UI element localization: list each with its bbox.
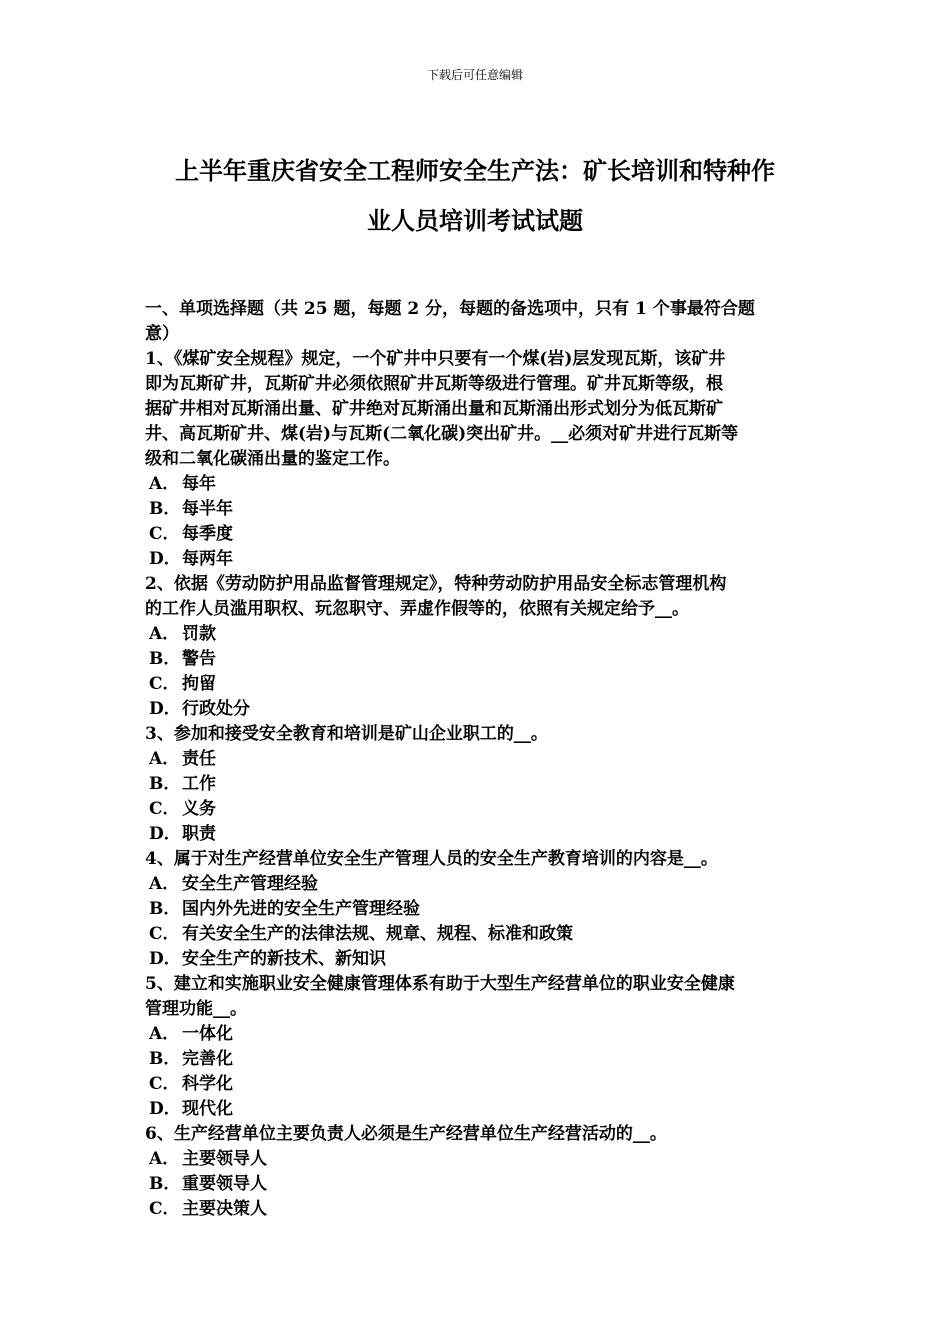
option-letter: B． (149, 499, 181, 519)
question-text-line: 1、《煤矿安全规程》规定，一个矿井中只要有一个煤(岩)层发现瓦斯，该矿井 (145, 349, 726, 369)
option-text: 主要领导人 (182, 1149, 267, 1169)
section-line: 一、单项选择题（共 25 题，每题 2 分，每题的备选项中，只有 1 个事最符合题 (145, 299, 755, 319)
option-text: 科学化 (182, 1074, 233, 1094)
option-text: 安全生产管理经验 (182, 874, 318, 894)
option-letter: A． (149, 1149, 180, 1169)
question-text-line: 的工作人员滥用职权、玩忽职守、弄虚作假等的，依照有关规定给予__。 (145, 599, 689, 619)
question-text-line: 3、参加和接受安全教育和培训是矿山企业职工的__。 (145, 724, 548, 744)
option-letter: C． (149, 674, 180, 694)
option-letter: D． (149, 549, 181, 569)
option-text: 职责 (182, 824, 216, 844)
option-letter: B． (149, 774, 181, 794)
answer-option (145, 622, 810, 647)
option-text: 现代化 (182, 1099, 233, 1119)
question-item (145, 722, 810, 847)
answer-option (145, 1197, 810, 1222)
question-text-line: 据矿井相对瓦斯涌出量、矿井绝对瓦斯涌出量和瓦斯涌出形式划分为低瓦斯矿 (145, 399, 723, 419)
option-letter: C． (149, 524, 180, 544)
option-letter: D． (149, 699, 181, 719)
question-text-line: 5、建立和实施职业安全健康管理体系有助于大型生产经营单位的职业安全健康 (145, 974, 735, 994)
option-letter: A． (149, 624, 180, 644)
option-letter: D． (149, 1099, 181, 1119)
question-text-line: 级和二氧化碳涌出量的鉴定工作。 (145, 449, 400, 469)
answer-option (145, 797, 810, 822)
page-header: 下载后可任意编辑 (426, 68, 523, 82)
option-letter: A． (149, 1024, 180, 1044)
option-text: 每季度 (182, 524, 233, 544)
question-text-line: 即为瓦斯矿井，瓦斯矿井必须依照矿井瓦斯等级进行管理。矿井瓦斯等级，根 (145, 374, 723, 394)
question-text-line: 6、生产经营单位主要负责人必须是生产经营单位生产经营活动的__。 (145, 1124, 667, 1144)
title-line: 业人员培训考试试题 (367, 206, 583, 235)
option-text: 义务 (182, 799, 216, 819)
answer-option (145, 1097, 810, 1122)
option-letter: B． (149, 1049, 181, 1069)
document-title (120, 146, 830, 246)
question-text-line: 管理功能__。 (145, 999, 247, 1019)
option-text: 每两年 (182, 549, 233, 569)
document-body (145, 297, 810, 1222)
answer-option (145, 872, 810, 897)
answer-option (145, 822, 810, 847)
answer-option (145, 547, 810, 572)
answer-option (145, 1022, 810, 1047)
answer-option (145, 1147, 810, 1172)
option-text: 责任 (182, 749, 216, 769)
question-item (145, 847, 810, 972)
option-text: 安全生产的新技术、新知识 (182, 949, 386, 969)
answer-option (145, 647, 810, 672)
option-letter: C． (149, 924, 180, 944)
answer-option (145, 1072, 810, 1097)
option-letter: D． (149, 824, 181, 844)
option-text: 警告 (182, 649, 216, 669)
question-item (145, 572, 810, 722)
answer-option (145, 897, 810, 922)
option-text: 有关安全生产的法律法规、规章、规程、标准和政策 (182, 924, 573, 944)
option-text: 每半年 (182, 499, 233, 519)
answer-option (145, 747, 810, 772)
option-text: 工作 (182, 774, 216, 794)
option-text: 行政处分 (182, 699, 250, 719)
option-text: 完善化 (182, 1049, 233, 1069)
answer-option (145, 772, 810, 797)
option-letter: B． (149, 1174, 181, 1194)
option-letter: C． (149, 1074, 180, 1094)
question-list (145, 347, 810, 1222)
answer-option (145, 1047, 810, 1072)
answer-option (145, 1172, 810, 1197)
answer-option (145, 947, 810, 972)
answer-option (145, 922, 810, 947)
option-letter: C． (149, 799, 180, 819)
answer-option (145, 697, 810, 722)
section-line: 意） (145, 324, 179, 344)
title-line: 上半年重庆省安全工程师安全生产法：矿长培训和特种作 (175, 156, 775, 185)
question-text-line: 井、高瓦斯矿井、煤(岩)与瓦斯(二氧化碳)突出矿井。__必须对矿井进行瓦斯等 (145, 424, 739, 444)
question-text-line: 2、依据《劳动防护用品监督管理规定》，特种劳动防护用品安全标志管理机构 (145, 574, 727, 594)
option-text: 罚款 (182, 624, 216, 644)
option-text: 一体化 (182, 1024, 233, 1044)
question-text-line: 4、属于对生产经营单位安全生产管理人员的安全生产教育培训的内容是__。 (145, 849, 718, 869)
question-item (145, 347, 810, 572)
option-text: 每年 (182, 474, 216, 494)
section-heading (145, 297, 810, 347)
option-letter: C． (149, 1199, 180, 1219)
answer-option (145, 522, 810, 547)
question-item (145, 972, 810, 1122)
option-letter: D． (149, 949, 181, 969)
option-text: 国内外先进的安全生产管理经验 (182, 899, 420, 919)
question-item (145, 1122, 810, 1222)
option-letter: B． (149, 899, 181, 919)
answer-option (145, 672, 810, 697)
option-letter: A． (149, 874, 180, 894)
answer-option (145, 497, 810, 522)
option-text: 重要领导人 (182, 1174, 267, 1194)
option-letter: A． (149, 749, 180, 769)
option-text: 主要决策人 (182, 1199, 267, 1219)
option-text: 拘留 (182, 674, 216, 694)
answer-option (145, 472, 810, 497)
option-letter: B． (149, 649, 181, 669)
option-letter: A． (149, 474, 180, 494)
